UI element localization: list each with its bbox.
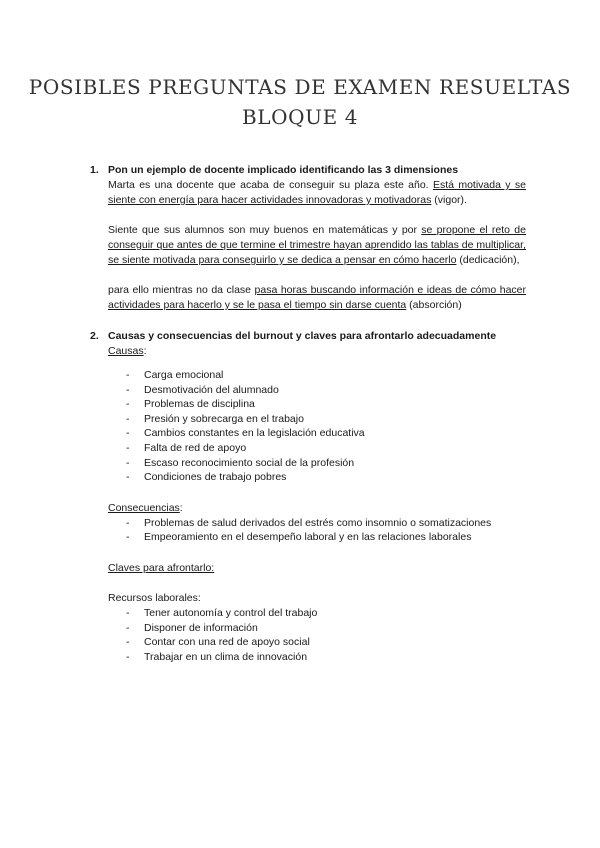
text-run: para ello mientras no da clase: [108, 284, 255, 296]
text-run: (dedicación),: [456, 254, 520, 266]
recursos-list: [126, 606, 526, 664]
list-item: - Disponer de información: [126, 621, 526, 636]
list-item: - Problemas de salud derivados del estrés como insomnio o somatizaciones: [126, 516, 526, 531]
recursos-laborales-label: Recursos laborales:: [108, 591, 201, 604]
title-line-2: BLOQUE 4: [241, 105, 359, 129]
list-item: - Trabajar en un clima de innovación: [126, 650, 526, 665]
colon: :: [179, 501, 183, 514]
causas-label-text: Causas: [108, 345, 144, 357]
list-item: - Falta de red de apoyo: [126, 441, 526, 456]
document-title: [0, 72, 600, 132]
title-line-1: POSIBLES PREGUNTAS DE EXAMEN RESUELTAS: [28, 75, 572, 99]
claves-label: [108, 561, 526, 576]
underlined-text: pasa horas buscando información e ideas de cómo hacer actividades para hacerlo y se le pasa el tiempo sin darse cuenta: [108, 284, 527, 311]
underlined-text: Está motivada y se siente con energía para hacer actividades innovadoras y motivadoras: [108, 179, 526, 206]
list-item: - Tener autonomía y control del trabajo: [126, 606, 526, 621]
causas-label: [108, 344, 526, 359]
text-run: (absorción): [406, 299, 462, 311]
answer-1-paragraph-vigor: [108, 178, 526, 208]
underlined-text: se propone el reto de conseguir que antes de que termine el trimestre hayan aprendido las tablas de multiplicar, se siente motivada para conseguirlo y se dedica a pensar en cómo hacerlo: [108, 224, 526, 266]
list-item: - Empeoramiento en el desempeño laboral y en las relaciones laborales: [126, 530, 526, 545]
document-body: [90, 163, 526, 664]
answer-1-paragraph-dedicacion: [108, 223, 526, 268]
question-1-number: 1.: [90, 164, 99, 176]
answer-1-paragraph-absorcion: [108, 283, 526, 313]
claves-label-text: Claves para afrontarlo:: [108, 561, 215, 574]
list-item: - Presión y sobrecarga en el trabajo: [126, 412, 526, 427]
list-item: - Condiciones de trabajo pobres: [126, 470, 526, 485]
list-item: - Problemas de disciplina: [126, 397, 526, 412]
question-1-text: Pon un ejemplo de docente implicado identificando las 3 dimensiones: [108, 164, 459, 176]
question-2-heading: [90, 329, 526, 344]
consecuencias-label-text: Consecuencias: [108, 501, 180, 514]
list-item: - Escaso reconocimiento social de la profesión: [126, 456, 526, 471]
causas-list: [126, 368, 526, 485]
list-item: - Carga emocional: [126, 368, 526, 383]
list-item: - Desmotivación del alumnado: [126, 383, 526, 398]
text-run: Siente que sus alumnos son muy buenos en matemáticas y por: [108, 224, 422, 236]
consecuencias-label: [108, 501, 526, 516]
text-run: (vigor).: [431, 194, 467, 206]
consecuencias-list: [126, 516, 526, 545]
question-2-number: 2.: [90, 330, 99, 342]
text-run: Marta es una docente que acaba de conseguir su plaza este año.: [108, 179, 433, 191]
list-item: - Cambios constantes en la legislación educativa: [126, 426, 526, 441]
list-item: - Contar con una red de apoyo social: [126, 635, 526, 650]
colon: :: [143, 345, 147, 357]
question-1-heading: [90, 163, 526, 178]
question-2-text: Causas y consecuencias del burnout y claves para afrontarlo adecuadamente: [108, 330, 497, 342]
